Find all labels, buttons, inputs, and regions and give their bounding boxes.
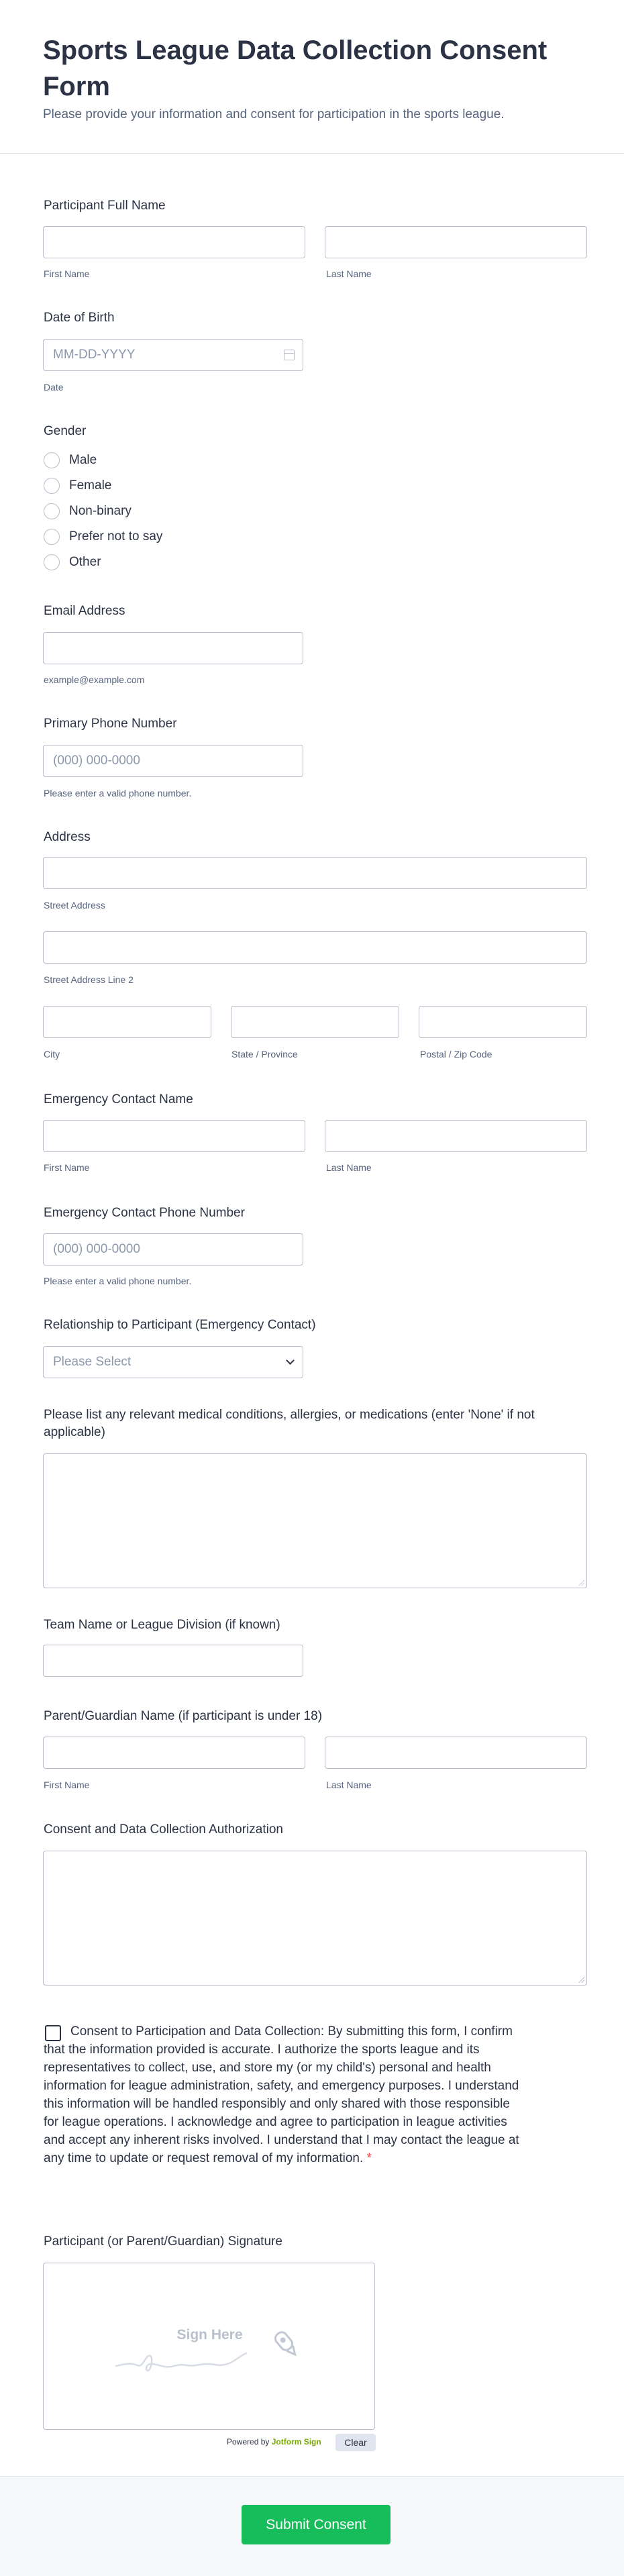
form-title: Sports League Data Collection Consent Form <box>43 36 548 101</box>
medical-textarea[interactable] <box>43 1453 587 1588</box>
radio-circle[interactable] <box>44 478 60 494</box>
email-input[interactable] <box>43 632 303 664</box>
relationship-selected: Please Select <box>53 1355 132 1369</box>
jotform-sign-brand: Jotform Sign <box>271 2437 321 2446</box>
powered-by <box>227 2437 321 2446</box>
street-address-sublabel: Street Address <box>44 900 105 911</box>
state-input[interactable] <box>231 1006 399 1038</box>
clear-signature-button[interactable]: Clear <box>335 2434 376 2451</box>
last-name-input[interactable] <box>325 226 587 258</box>
emergency-phone-sublabel: Please enter a valid phone number. <box>44 1276 192 1286</box>
zip-input[interactable] <box>419 1006 587 1038</box>
emergency-phone-input[interactable] <box>43 1233 303 1266</box>
radio-circle[interactable] <box>44 529 60 545</box>
phone-sublabel: Please enter a valid phone number. <box>44 788 192 798</box>
emergency-last-sublabel: Last Name <box>326 1162 372 1173</box>
medical-label: Please list any relevant medical conditions, allergies, or medications (enter 'None' if not applicable) <box>44 1408 535 1439</box>
emergency-phone-label: Emergency Contact Phone Number <box>44 1206 245 1220</box>
gender-option-female[interactable] <box>44 476 111 495</box>
emergency-name-label: Emergency Contact Name <box>44 1092 193 1106</box>
emergency-first-name-input[interactable] <box>43 1120 305 1152</box>
form-footer <box>0 2476 624 2576</box>
guardian-first-sublabel: First Name <box>44 1780 90 1790</box>
relationship-select[interactable] <box>43 1346 303 1378</box>
address-label: Address <box>44 830 91 844</box>
signature-scribble-icon <box>44 2263 376 2430</box>
radio-label: Prefer not to say <box>69 529 163 544</box>
radio-circle[interactable] <box>44 554 60 570</box>
city-sublabel: City <box>44 1049 60 1060</box>
emergency-first-sublabel: First Name <box>44 1162 90 1173</box>
zip-sublabel: Postal / Zip Code <box>420 1049 492 1060</box>
last-name-sublabel: Last Name <box>326 268 372 279</box>
email-label: Email Address <box>44 604 125 618</box>
signature-pad[interactable] <box>43 2263 375 2430</box>
radio-circle[interactable] <box>44 452 60 468</box>
chevron-down-icon <box>286 1356 295 1365</box>
radio-label: Non-binary <box>69 504 132 518</box>
dob-input[interactable] <box>43 339 303 371</box>
phone-label: Primary Phone Number <box>44 717 177 731</box>
resize-handle-icon[interactable] <box>578 1579 584 1586</box>
calendar-icon[interactable] <box>284 350 295 360</box>
authorization-label: Consent and Data Collection Authorization <box>44 1822 284 1837</box>
submit-button[interactable]: Submit Consent <box>242 2505 391 2544</box>
radio-label: Female <box>69 478 112 493</box>
authorization-textarea[interactable] <box>43 1851 587 1986</box>
emergency-phone-placeholder: (000) 000-0000 <box>53 1242 140 1256</box>
gender-label: Gender <box>44 424 87 438</box>
full-name-label: Participant Full Name <box>44 199 166 213</box>
sign-here-placeholder: Sign Here <box>176 2327 243 2342</box>
street-address-2-sublabel: Street Address Line 2 <box>44 974 134 985</box>
street-address-2-input[interactable] <box>43 931 587 964</box>
first-name-sublabel: First Name <box>44 268 90 279</box>
radio-label: Male <box>69 453 97 467</box>
guardian-last-sublabel: Last Name <box>326 1780 372 1790</box>
team-label: Team Name or League Division (if known) <box>44 1618 280 1632</box>
signature-label: Participant (or Parent/Guardian) Signature <box>44 2234 282 2249</box>
gender-option-other[interactable] <box>44 553 101 572</box>
emergency-last-name-input[interactable] <box>325 1120 587 1152</box>
consent-text <box>44 2022 520 2167</box>
consent-body: Consent to Participation and Data Collection: By submitting this form, I confirm that the information provided is accurate. I authorize the sports league and its representatives to collect, use, and store my (or my child's) personal and health information for league administration, safety, and emergency purposes. I understand this information will be handled responsibly and only shared with those responsible for league operations. I acknowledge and agree to participation in league activities and accept any inherent risks involved. I understand that I may contact the league at any time to update or request removal of my information. <box>44 2024 519 2165</box>
first-name-input[interactable] <box>43 226 305 258</box>
guardian-first-name-input[interactable] <box>43 1737 305 1769</box>
phone-input[interactable] <box>43 745 303 777</box>
dob-sublabel: Date <box>44 382 64 393</box>
guardian-last-name-input[interactable] <box>325 1737 587 1769</box>
radio-label: Other <box>69 555 101 569</box>
form-header <box>0 0 624 154</box>
required-mark: * <box>366 2151 372 2165</box>
relationship-label: Relationship to Participant (Emergency Contact) <box>44 1318 316 1332</box>
gender-option-male[interactable] <box>44 451 97 470</box>
team-input[interactable] <box>43 1645 303 1677</box>
resize-handle-icon[interactable] <box>578 1976 584 1983</box>
street-address-input[interactable] <box>43 857 587 889</box>
powered-by-text: Powered by <box>227 2437 270 2446</box>
radio-circle[interactable] <box>44 503 60 519</box>
form-subtitle: Please provide your information and consent for participation in the sports league. <box>43 107 505 121</box>
gender-option-non-binary[interactable] <box>44 502 132 521</box>
phone-placeholder: (000) 000-0000 <box>53 754 140 768</box>
city-input[interactable] <box>43 1006 211 1038</box>
dob-placeholder: MM-DD-YYYY <box>53 348 136 362</box>
dob-label: Date of Birth <box>44 311 115 325</box>
state-sublabel: State / Province <box>231 1049 298 1060</box>
email-sublabel: example@example.com <box>44 674 145 685</box>
gender-option-prefer-not[interactable] <box>44 527 162 546</box>
guardian-label: Parent/Guardian Name (if participant is under 18) <box>44 1709 323 1723</box>
